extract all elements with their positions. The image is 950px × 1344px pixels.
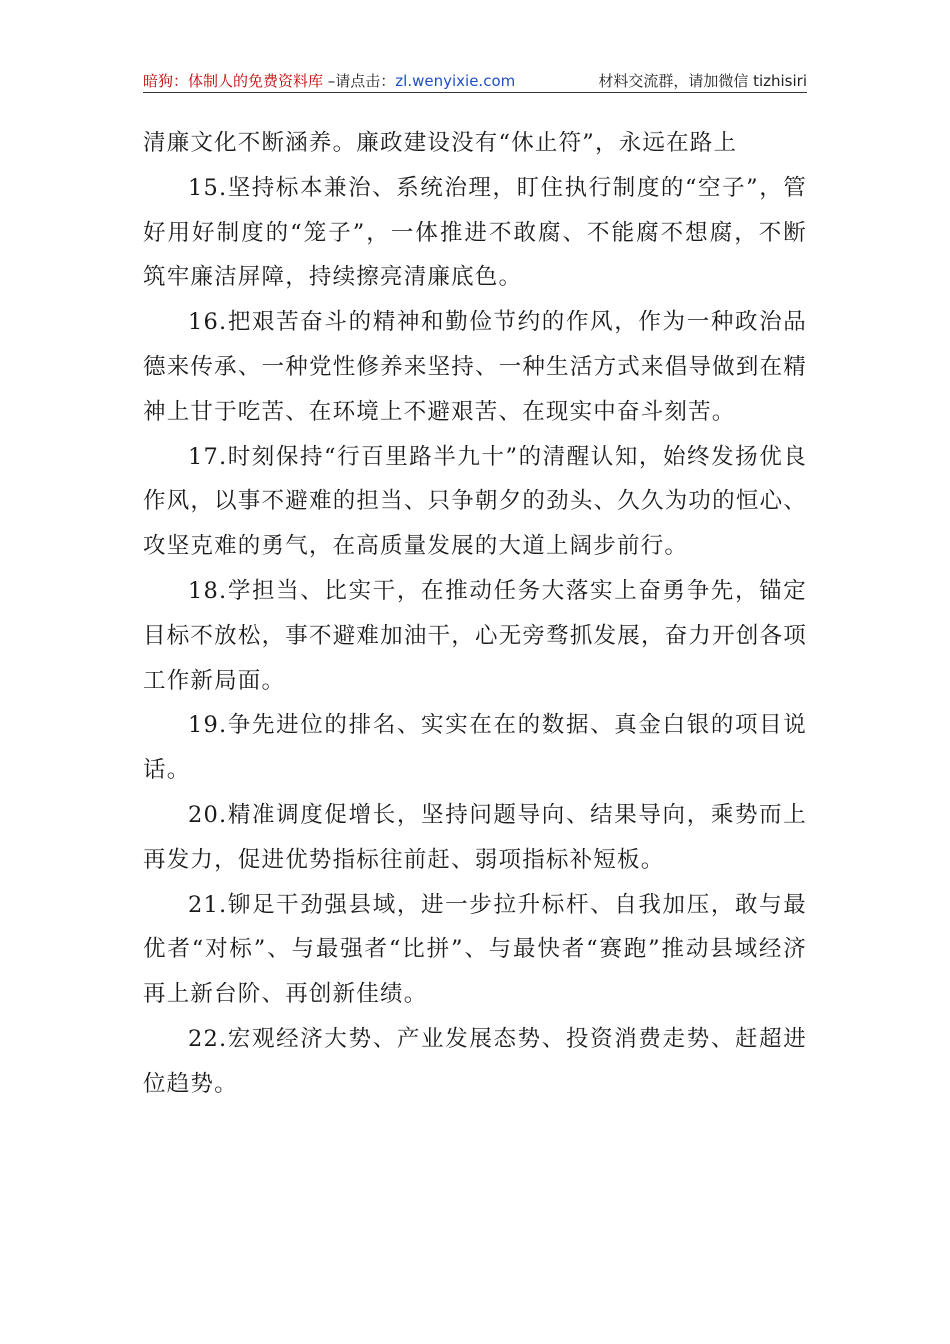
paragraph-22: 22.宏观经济大势、产业发展态势、投资消费走势、赶超进位趋势。 [143,1025,807,1097]
paragraph-continuation: 清廉文化不断涵养。廉政建设没有“休止符”，永远在路上 [143,130,738,156]
paragraph-16: 16.把艰苦奋斗的精神和勤俭节约的作风，作为一种政治品德来传承、一种党性修养来坚持、一种生活方式来倡导做到在精神上甘于吃苦、在环境上不避艰苦、在现实中奋斗刻苦。 [143,309,807,425]
paragraph-21: 21.铆足干劲强县域，进一步拉升标杆、自我加压，敢与最优者“对标”、与最强者“比拼”、与最快者“赛跑”推动县域经济再上新台阶、再创新佳绩。 [143,891,807,1008]
page-header [143,70,807,93]
header-contact: 材料交流群，请加微信 tizhisiri [598,72,807,90]
header-prompt: –请点击： [323,72,396,90]
header-brand: 暗狗：体制人的免费资料库 [143,72,324,90]
paragraph-20: 20.精准调度促增长，坚持问题导向、结果导向，乘势而上再发力，促进优势指标往前赶、弱项指标补短板。 [143,801,807,873]
paragraph-17: 17.时刻保持“行百里路半九十”的清醒认知，始终发扬优良作风，以事不避难的担当、只争朝夕的劲头、久久为功的恒心、攻坚克难的勇气，在高质量发展的大道上阔步前行。 [143,443,807,560]
document-body [143,121,807,1107]
paragraph-19: 19.争先进位的排名、实实在在的数据、真金白银的项目说话。 [143,712,807,784]
paragraph-18: 18.学担当、比实干，在推动任务大落实上奋勇争先，锚定目标不放松，事不避难加油干，心无旁骛抓发展，奋力开创各项工作新局面。 [143,577,807,694]
paragraph-15: 15.坚持标本兼治、系统治理，盯住执行制度的“空子”，管好用好制度的“笼子”，一体推进不敢腐、不能腐不想腐，不断筑牢廉洁屏障，持续擦亮清廉底色。 [143,174,807,291]
header-url-link[interactable]: zl.wenyixie.com [395,72,516,90]
